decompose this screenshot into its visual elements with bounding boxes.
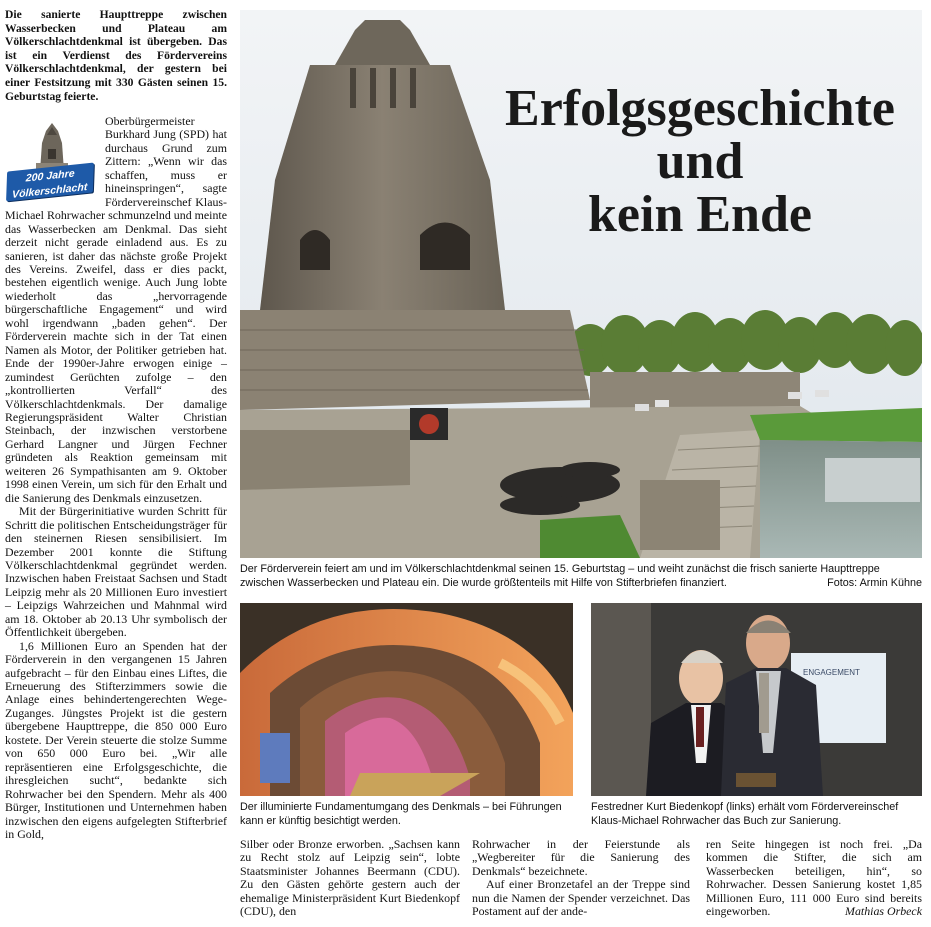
monument-icon xyxy=(30,119,74,171)
logo-text-line1: 200 Jahre xyxy=(25,167,75,185)
article-column-2 xyxy=(240,838,460,919)
column-3-paragraph-2: Auf einer Bronzetafel an der Treppe sind nun die Namen der Spender verzeichnet. Das Postament auf der ande- xyxy=(472,877,690,919)
photo-credit: Fotos: Armin Kühne xyxy=(827,576,922,589)
column-3-text: Rohrwacher in der Feierstunde als „Wegbereiter für die Sanierung des Denkmals“ bezeichnete. xyxy=(472,837,690,878)
tunnel-photo xyxy=(240,603,573,796)
anniversary-logo xyxy=(5,115,97,205)
people-photo-caption: Festredner Kurt Biedenkopf (links) erhält vom Fördervereinschef Klaus-Michael Rohrwacher das Buch zur Sanierung. xyxy=(591,801,899,827)
article-column-4 xyxy=(706,838,922,919)
article-body-left-column xyxy=(5,115,227,841)
article-column-3 xyxy=(472,838,690,919)
people-photo xyxy=(591,603,922,796)
column-4-text: ren Seite hingegen ist noch frei. „Da kommen die Stifter, die sich am Wasserbecken beteiligen, hin“, so Rohrwacher. Dessen Sanierung kostet 1,85 Millionen Euro, 111 000 Euro sind bereits eingeworben. xyxy=(706,837,922,919)
author-name: Mathias Orbeck xyxy=(845,904,922,919)
main-caption-text: Der Förderverein feiert am und im Völkerschlachtdenkmal seinen 15. Geburtstag – und weiht zunächst die frisch sanierte Haupttreppe zwischen Wasserbecken und Plateau ein. Die wurde größtenteils mit Hilfe von Stifterbriefen finanziert. xyxy=(240,563,880,589)
banner-text: ENGAGEMENT xyxy=(803,668,860,677)
headline-line-3: kein Ende xyxy=(588,186,812,243)
headline-line-1: Erfolgsgeschichte xyxy=(505,80,895,137)
tunnel-photo-caption: Der illuminierte Fundamentumgang des Denkmals – bei Führungen kann er künftig besichtigt werden. xyxy=(240,801,562,827)
logo-text-line2: Völkerschlacht xyxy=(11,181,88,201)
paragraph-3: 1,6 Millionen Euro an Spenden hat der Förderverein in den vergangenen 15 Jahren aufgebracht – für den Einbau eines Liftes, die Erneuerung des Stifterzimmers sowie die Anlage eines behindertengerechten Wege-Zuganges. Jüngstes Projekt ist die gestern übergebene Haupttreppe, die 850 000 Euro kostete. Der Verein steuerte die stolze Summe von 650 000 Euro bei. „Wir alle repräsentieren eine Erfolgsgeschichte, die ihresgleichen sucht“, bedankte sich Rohrwacher bei den Spendern. Mehr als 400 Bürger, Institutionen und Unternehmen haben inzwischen den eigens aufgelegten Stifterbrief in Gold, xyxy=(5,638,227,842)
headline xyxy=(470,82,930,241)
logo-banner xyxy=(6,163,94,202)
main-photo-caption xyxy=(240,563,922,590)
article-lead: Die sanierte Haupttreppe zwischen Wasserbecken und Plateau am Völkerschlachtdenkmal ist übergeben. Das ist ein Verdienst des Fördervereins Völkerschlachtdenkmal, der gestern bei einer Festsitzung mit 330 Gästen seinen 15. Geburtstag feierte. xyxy=(5,8,227,103)
column-2-text: Silber oder Bronze erworben. „Sachsen kann zu Recht stolz auf Leipzig sein“, lobte Staatsminister Johannes Beermann (CDU). Zu den Gästen gehörte gestern auch der ehemalige Ministerpräsident Kurt Biedenkopf (CDU), den xyxy=(240,837,460,919)
headline-line-2: und xyxy=(656,133,744,190)
paragraph-2: Mit der Bürgerinitiative wurden Schritt für Schritt die politischen Entscheidungsträger für den steinernen Riesen sensibilisiert. Im Dezember 2001 konnte die Stiftung Völkerschlachtdenkmal gegründet werden. Inzwischen haben Freistaat Sachsen und Stadt Leipzig mehr als 20 Millionen Euro investiert – Leipzigs Wahrzeichen und Mahnmal wird am 18. Oktober ab 20.13 Uhr symbolisch der Öffentlichkeit übergeben. xyxy=(5,504,227,640)
paragraph-1: Oberbürgermeister Burkhard Jung (SPD) hat durchaus Grund zum Zittern: „Wenn wir das schaffen, muss er hineinspringen“, sagte Fördervereinschef Klaus-Michael Rohrwacher schmunzelnd und meinte das Wasserbecken am Denkmal. Das sieht derzeit nicht gerade einladend aus. Es zu sanieren, ist daher das nächste große Projekt des Vereins. Zweifel, dass er dies packt, bestehen eigentlich wenige. Auch Jung lobte wiederholt das „hervorragende bürgerschaftliche Engagement“ und wird wohl irgendwann „baden gehen“. Der Förderverein machte sich in der Tat einen Namen als Motor, der Politiker getrieben hat. Ende der 1990er-Jahre erwogen einige – zumindest Gerüchten zufolge – den „kontrollierten Verfall“ des Völkerschlachtdenkmals. Der damalige Regierungspräsident Walter Christian Steinbach, der inzwischen verstorbene Gerhard Langner und Jürgen Fechner gründeten als Reaktion gemeinsam mit weiteren 26 Sympathisanten am 9. Oktober 1998 einen Verein, um sich für den Erhalt und die Sanierung des Denkmals einzusetzen. xyxy=(5,114,227,505)
